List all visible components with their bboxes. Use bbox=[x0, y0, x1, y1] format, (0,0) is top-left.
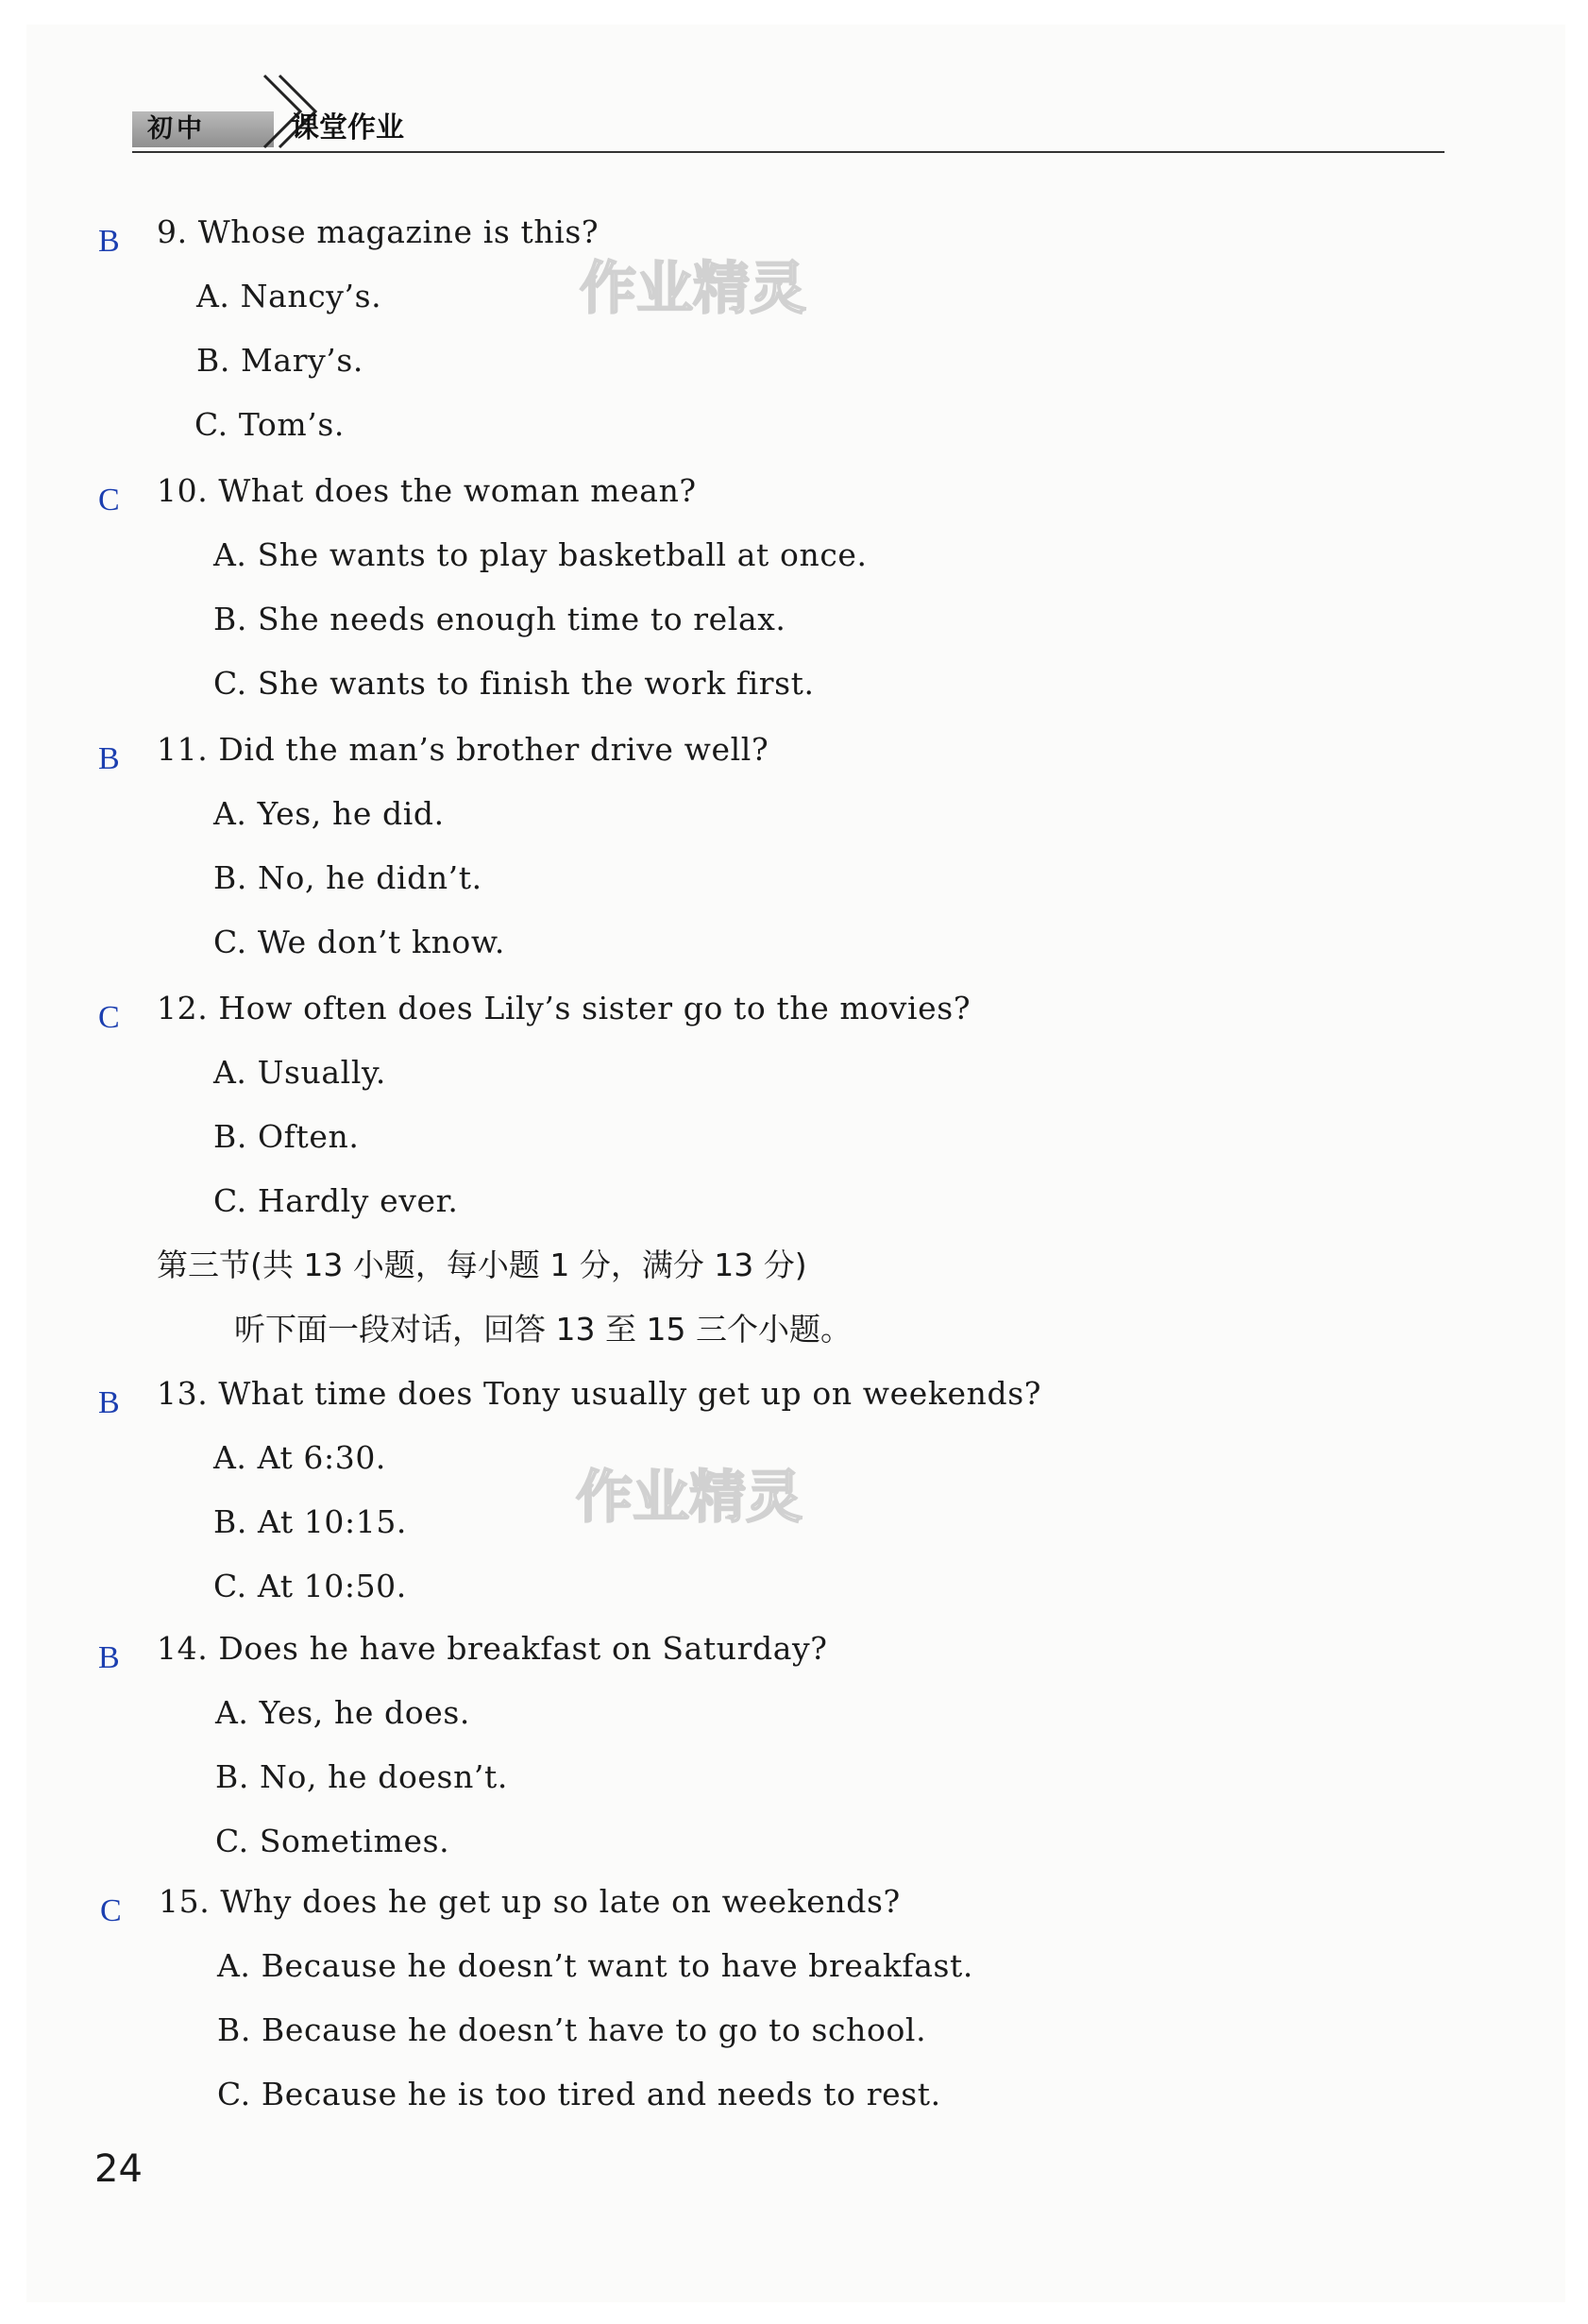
svg-text:作业精灵: 作业精灵 bbox=[576, 1465, 802, 1531]
header-title: 课堂作业 bbox=[291, 111, 404, 144]
option: B. She needs enough time to relax. bbox=[213, 601, 786, 637]
question-stem: 10. What does the woman mean? bbox=[157, 472, 697, 509]
page-number: 24 bbox=[94, 2147, 143, 2191]
option: B. Often. bbox=[213, 1118, 360, 1155]
question-stem: 14. Does he have breakfast on Saturday? bbox=[157, 1630, 828, 1667]
header-rule bbox=[132, 151, 1444, 153]
option: C. Because he is too tired and needs to rest. bbox=[217, 2076, 941, 2112]
option: C. We don’t know. bbox=[213, 924, 505, 960]
option: C. Sometimes. bbox=[215, 1823, 450, 1859]
option: C. At 10:50. bbox=[213, 1568, 407, 1604]
option: A. Yes, he does. bbox=[215, 1694, 470, 1731]
option: B. Mary’s. bbox=[196, 342, 364, 379]
option: B. At 10:15. bbox=[213, 1503, 408, 1540]
question-stem: 9. Whose magazine is this? bbox=[157, 213, 600, 250]
answer-mark: C bbox=[100, 1893, 122, 1928]
section-instruction: 听下面一段对话，回答 13 至 15 三个小题。 bbox=[234, 1311, 852, 1348]
question-stem: 12. How often does Lily’s sister go to the movies? bbox=[157, 990, 971, 1026]
question-stem: 15. Why does he get up so late on weekends? bbox=[159, 1883, 901, 1920]
svg-text:作业精灵: 作业精灵 bbox=[580, 256, 806, 322]
answer-mark: B bbox=[98, 741, 120, 776]
answer-mark: B bbox=[98, 1385, 120, 1420]
option: B. No, he doesn’t. bbox=[215, 1758, 508, 1795]
option: C. Hardly ever. bbox=[213, 1182, 459, 1219]
option: C. Tom’s. bbox=[194, 406, 345, 443]
option: A. Nancy’s. bbox=[196, 278, 382, 314]
question-stem: 13. What time does Tony usually get up on weekends? bbox=[157, 1375, 1042, 1412]
option: A. At 6:30. bbox=[213, 1439, 387, 1476]
answer-mark: B bbox=[98, 1640, 120, 1675]
watermark-logo bbox=[572, 1458, 818, 1534]
option: C. She wants to finish the work first. bbox=[213, 665, 815, 702]
header-tag: 初中 bbox=[132, 111, 274, 147]
answer-mark: C bbox=[98, 1000, 120, 1035]
section-heading: 第三节(共 13 小题，每小题 1 分，满分 13 分) bbox=[157, 1247, 807, 1283]
option: A. Usually. bbox=[213, 1054, 386, 1091]
watermark-logo bbox=[576, 249, 821, 325]
option: A. Because he doesn’t want to have breakfast. bbox=[217, 1947, 973, 1984]
question-stem: 11. Did the man’s brother drive well? bbox=[157, 731, 769, 768]
page-header bbox=[132, 70, 1444, 155]
option: B. Because he doesn’t have to go to school. bbox=[217, 2011, 927, 2048]
option: A. She wants to play basketball at once. bbox=[213, 536, 868, 573]
option: B. No, he didn’t. bbox=[213, 859, 482, 896]
answer-mark: C bbox=[98, 483, 120, 517]
option: A. Yes, he did. bbox=[213, 795, 445, 832]
answer-mark: B bbox=[98, 224, 120, 259]
